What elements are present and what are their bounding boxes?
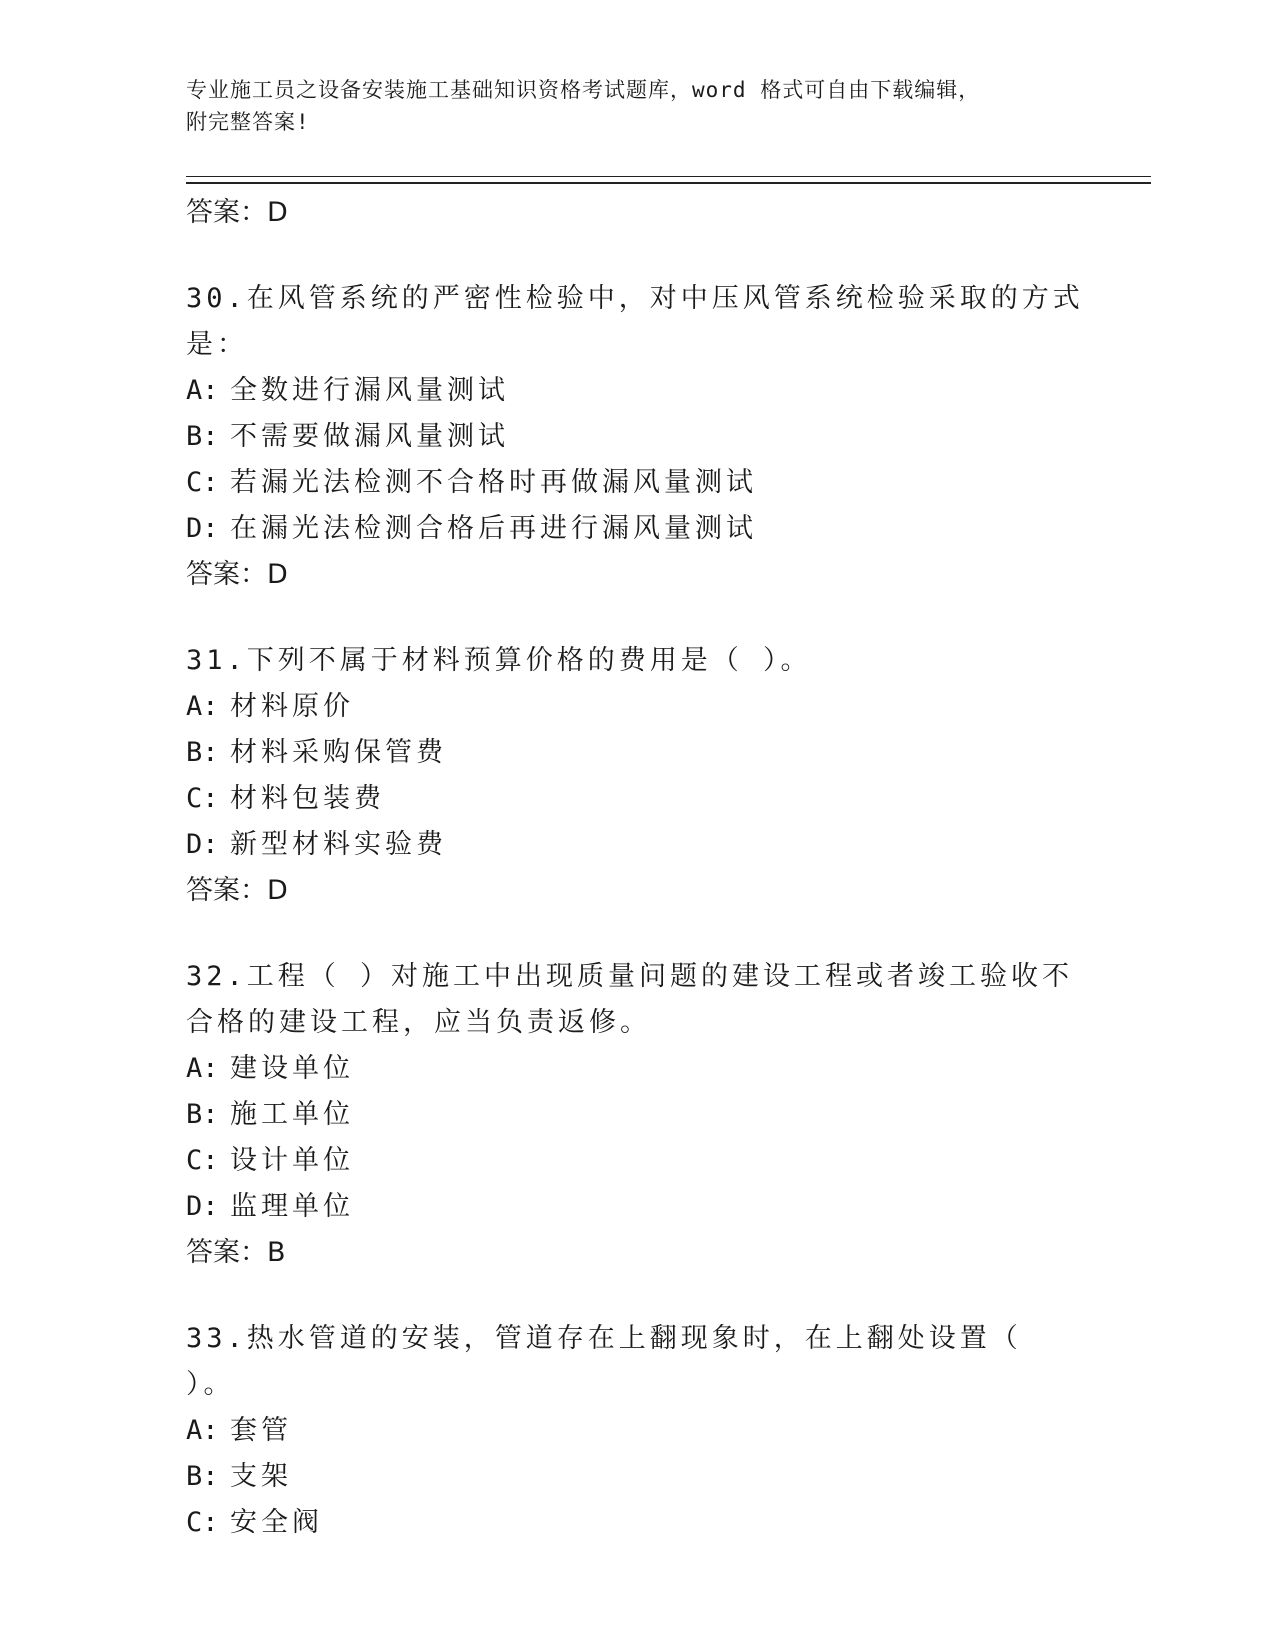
option-text: 安全阀	[230, 1507, 323, 1538]
option-text: 套管	[230, 1415, 292, 1446]
option-text: 监理单位	[230, 1191, 354, 1222]
option-text: 在漏光法检测合格后再进行漏风量测试	[230, 513, 757, 544]
option-c	[186, 776, 1086, 822]
option-text: 新型材料实验费	[230, 829, 447, 860]
option-text: 施工单位	[230, 1099, 354, 1130]
option-text: 全数进行漏风量测试	[230, 375, 509, 406]
option-key: B:	[186, 1099, 219, 1130]
header-line-2: 附完整答案!	[186, 110, 310, 134]
option-key: C:	[186, 783, 219, 814]
option-text: 建设单位	[230, 1053, 354, 1084]
question-text: 31.下列不属于材料预算价格的费用是（ ）。	[186, 645, 812, 676]
option-key: B:	[186, 1461, 219, 1492]
option-key: D:	[186, 1191, 219, 1222]
question-32	[186, 954, 1086, 1276]
option-key: C:	[186, 467, 219, 498]
option-d	[186, 506, 1086, 552]
option-a	[186, 1046, 1086, 1092]
option-c	[186, 460, 1086, 506]
option-key: C:	[186, 1145, 219, 1176]
option-key: A:	[186, 691, 219, 722]
answer-line: 答案：D	[186, 197, 288, 228]
option-a	[186, 1408, 1086, 1454]
header-divider	[186, 176, 1151, 184]
question-text: 30.在风管系统的严密性检验中，对中压风管系统检验采取的方式是：	[186, 283, 1084, 360]
option-c	[186, 1138, 1086, 1184]
question-31	[186, 638, 1086, 914]
option-key: A:	[186, 375, 219, 406]
question-list	[186, 190, 1086, 1586]
option-d	[186, 1184, 1086, 1230]
answer-line: 答案：B	[186, 1237, 286, 1268]
option-key: D:	[186, 513, 219, 544]
option-text: 材料采购保管费	[230, 737, 447, 768]
option-text: 支架	[230, 1461, 292, 1492]
header-line-1: 专业施工员之设备安装施工基础知识资格考试题库，word 格式可自由下载编辑，	[186, 78, 981, 102]
document-header	[186, 74, 1086, 138]
option-a	[186, 368, 1086, 414]
answer-line: 答案：D	[186, 875, 288, 906]
option-text: 不需要做漏风量测试	[230, 421, 509, 452]
option-key: A:	[186, 1053, 219, 1084]
option-key: B:	[186, 421, 219, 452]
option-key: B:	[186, 737, 219, 768]
option-c	[186, 1500, 1086, 1546]
option-text: 材料包装费	[230, 783, 385, 814]
option-b	[186, 1092, 1086, 1138]
option-a	[186, 684, 1086, 730]
option-key: C:	[186, 1507, 219, 1538]
option-b	[186, 414, 1086, 460]
option-b	[186, 1454, 1086, 1500]
option-text: 设计单位	[230, 1145, 354, 1176]
question-text: 32.工程（ ）对施工中出现质量问题的建设工程或者竣工验收不合格的建设工程，应当负责返修。	[186, 961, 1074, 1038]
option-text: 材料原价	[230, 691, 354, 722]
question-30	[186, 276, 1086, 598]
option-key: A:	[186, 1415, 219, 1446]
option-text: 若漏光法检测不合格时再做漏风量测试	[230, 467, 757, 498]
question-33	[186, 1316, 1086, 1546]
option-key: D:	[186, 829, 219, 860]
answer-line: 答案：D	[186, 559, 288, 590]
option-b	[186, 730, 1086, 776]
option-d	[186, 822, 1086, 868]
question-text: 33.热水管道的安装，管道存在上翻现象时，在上翻处设置（ ）。	[186, 1323, 1022, 1400]
